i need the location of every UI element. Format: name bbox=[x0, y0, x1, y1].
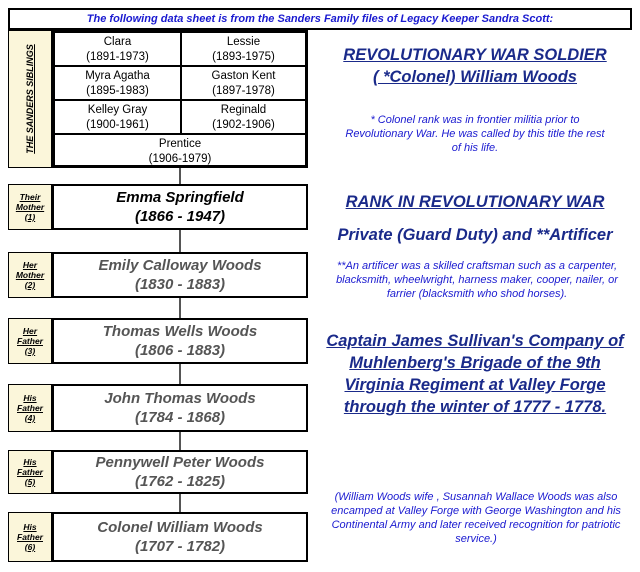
rank-title: RANK IN REVOLUTIONARY WAR bbox=[345, 193, 605, 211]
generation-tab bbox=[8, 450, 52, 494]
rank-value: Private (Guard Duty) and **Artificer bbox=[337, 226, 613, 244]
sibling-cell bbox=[54, 134, 306, 166]
sibling-cell bbox=[181, 32, 306, 66]
wife-note: (William Woods wife , Susannah Wallace Woods was also encamped at Valley Forge with George Washington and his Continental Army and later received recognition for patriotic service.) bbox=[331, 491, 621, 545]
generation-relation: Her bbox=[22, 260, 38, 270]
sibling-name: Lessie bbox=[226, 36, 261, 48]
sibling-dates: (1897-1978) bbox=[212, 85, 275, 97]
generation-box bbox=[52, 384, 308, 432]
sibling-name: Myra Agatha bbox=[85, 70, 150, 82]
sibling-name: Prentice bbox=[158, 138, 202, 150]
person-name: Thomas Wells Woods bbox=[102, 323, 258, 340]
generation-tab bbox=[8, 252, 52, 298]
sibling-name: Kelley Gray bbox=[87, 104, 148, 116]
soldier-title bbox=[318, 44, 632, 88]
sibling-cell bbox=[54, 66, 181, 100]
generation-box bbox=[52, 318, 308, 364]
generation-number: (5) bbox=[24, 477, 36, 487]
sibling-name: Clara bbox=[103, 36, 132, 48]
generation-box bbox=[52, 184, 308, 230]
sibling-dates: (1893-1975) bbox=[212, 51, 275, 63]
generation-tab bbox=[8, 184, 52, 230]
generation-relation: Father bbox=[17, 467, 43, 477]
sibling-dates: (1900-1961) bbox=[86, 119, 149, 131]
person-dates: (1707 - 1782) bbox=[134, 538, 226, 555]
generation-relation: Their bbox=[19, 192, 41, 202]
sibling-cell bbox=[181, 66, 306, 100]
person-dates: (1762 - 1825) bbox=[134, 473, 226, 490]
generation-relation: His bbox=[23, 457, 37, 467]
siblings-label: THE SANDERS SIBLINGS bbox=[25, 44, 35, 154]
sibling-dates: (1895-1983) bbox=[86, 85, 149, 97]
sibling-cell bbox=[54, 100, 181, 134]
connector bbox=[179, 230, 181, 252]
person-dates: (1866 - 1947) bbox=[134, 208, 226, 225]
generation-number: (3) bbox=[24, 346, 36, 356]
sibling-dates: (1891-1973) bbox=[86, 51, 149, 63]
sibling-dates: (1902-1906) bbox=[212, 119, 275, 131]
generation-tab bbox=[8, 384, 52, 432]
generation-number: (2) bbox=[24, 280, 36, 290]
person-name: Emma Springfield bbox=[116, 189, 244, 206]
company-text: Captain James Sullivan's Company of Muhlenberg's Brigade of the 9th Virginia Regiment at Valley Forge through the winter of 1777 - 1778. bbox=[326, 332, 624, 416]
connector bbox=[179, 494, 181, 512]
sibling-cell bbox=[181, 100, 306, 134]
page-header: The following data sheet is from the Sanders Family files of Legacy Keeper Sandra Scott: bbox=[8, 8, 632, 30]
person-name: Colonel William Woods bbox=[97, 519, 263, 536]
sibling-name: Gaston Kent bbox=[211, 70, 276, 82]
generation-box bbox=[52, 252, 308, 298]
soldier-title-line: REVOLUTIONARY WAR SOLDIER bbox=[343, 46, 607, 64]
generation-relation: His bbox=[23, 522, 37, 532]
artificer-note: **An artificer was a skilled craftsman such as a carpenter, blacksmith, wheelwright, harness maker, cooper, nailer, or farrier (blacksmith who shod horses). bbox=[336, 260, 618, 300]
person-name: John Thomas Woods bbox=[104, 390, 256, 407]
generation-number: (1) bbox=[24, 212, 36, 222]
generation-relation: Her bbox=[22, 326, 38, 336]
siblings-tab bbox=[8, 30, 52, 168]
generation-relation: Father bbox=[17, 403, 43, 413]
generation-number: (6) bbox=[24, 542, 36, 552]
generation-relation: Mother bbox=[15, 270, 45, 280]
connector bbox=[179, 364, 181, 384]
generation-box bbox=[52, 450, 308, 494]
siblings-grid bbox=[52, 30, 308, 168]
generation-relation: Mother bbox=[15, 202, 45, 212]
generation-relation: His bbox=[23, 393, 37, 403]
colonel-note: * Colonel rank was in frontier militia prior to Revolutionary War. He was called by this title the rest of his life. bbox=[345, 114, 605, 154]
person-name: Pennywell Peter Woods bbox=[95, 454, 265, 471]
sibling-dates: (1906-1979) bbox=[148, 153, 212, 165]
sibling-cell bbox=[54, 32, 181, 66]
generation-tab bbox=[8, 318, 52, 364]
person-dates: (1830 - 1883) bbox=[134, 276, 226, 293]
soldier-title-line: ( *Colonel) William Woods bbox=[373, 68, 577, 86]
generation-box bbox=[52, 512, 308, 562]
person-dates: (1784 - 1868) bbox=[134, 409, 226, 426]
generation-relation: Father bbox=[17, 336, 43, 346]
connector bbox=[179, 168, 181, 184]
person-name: Emily Calloway Woods bbox=[98, 257, 262, 274]
connector bbox=[179, 432, 181, 450]
generation-relation: Father bbox=[17, 532, 43, 542]
generation-number: (4) bbox=[24, 413, 36, 423]
person-dates: (1806 - 1883) bbox=[134, 342, 226, 359]
sibling-name: Reginald bbox=[220, 104, 267, 116]
generation-tab bbox=[8, 512, 52, 562]
connector bbox=[179, 298, 181, 318]
